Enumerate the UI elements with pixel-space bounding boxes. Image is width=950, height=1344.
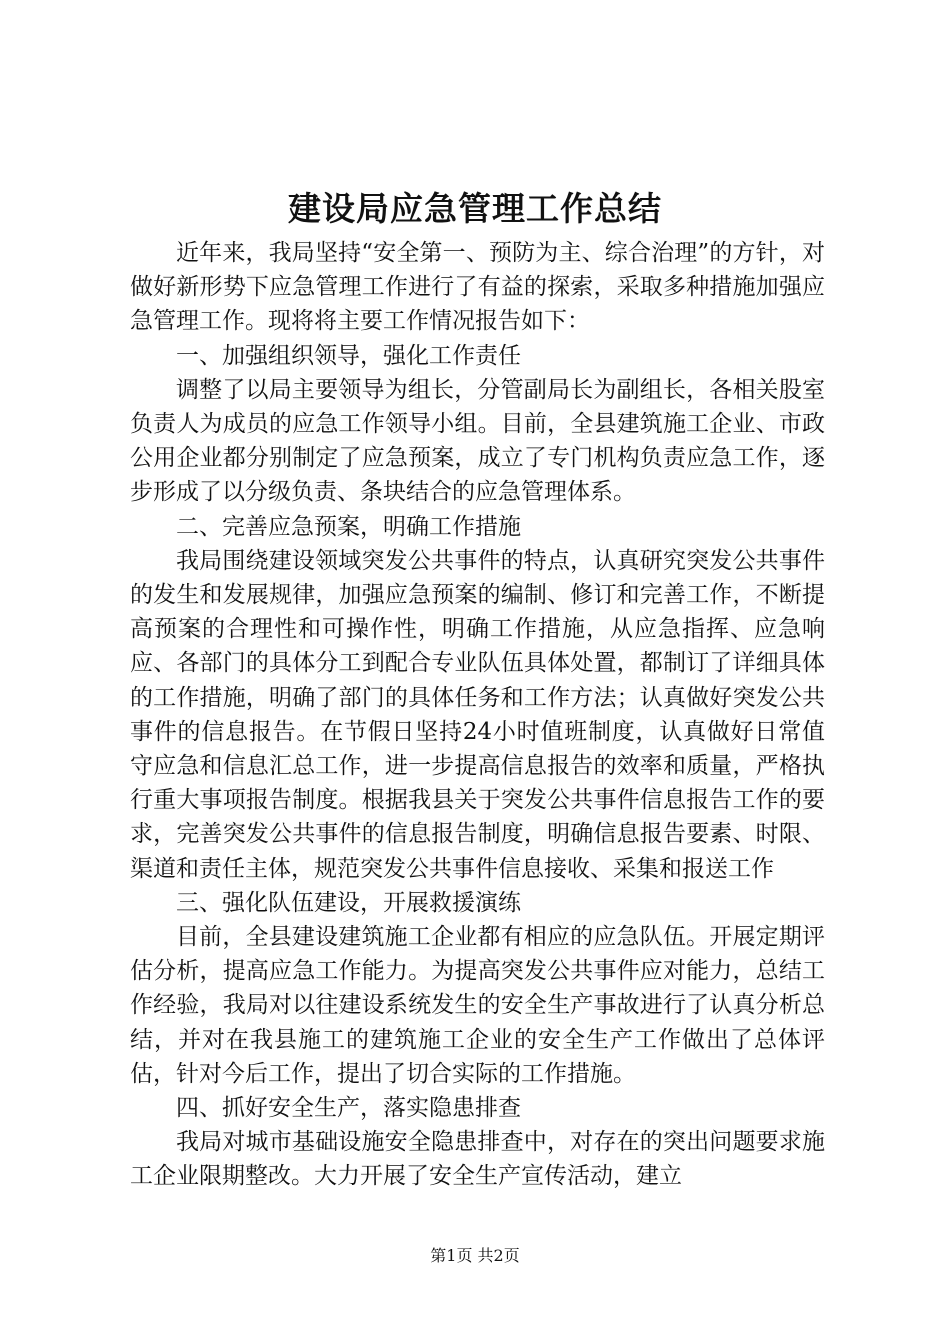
section-heading-2: 二、完善应急预案，明确工作措施 <box>176 513 521 540</box>
section-paragraph-3: 目前，全县建设建筑施工企业都有相应的应急队伍。开展定期评估分析，提高应急工作能力。为提高突发公共事件应对能力，总结工作经验，我局对以往建设系统发生的安全生产事故进行了认真分析总结，并对在我县施工的建筑施工企业的安全生产工作做出了总体评估，针对今后工作，提出了切合实际的工作措施。 <box>130 924 825 1087</box>
section-paragraph-4: 我局对城市基础设施安全隐患排查中，对存在的突出问题要求施工企业限期整改。大力开展了安全生产宣传活动，建立 <box>130 1129 825 1190</box>
page-number: 第1页 共2页 <box>430 1246 520 1265</box>
section-heading-1: 一、加强组织领导，强化工作责任 <box>176 342 521 369</box>
section-heading-4: 四、抓好安全生产，落实隐患排查 <box>176 1095 521 1122</box>
section-paragraph-1: 调整了以局主要领导为组长，分管副局长为副组长，各相关股室负责人为成员的应急工作领导小组。目前，全县建筑施工企业、市政公用企业都分别制定了应急预案，成立了专门机构负责应急工作，逐步形成了以分级负责、条块结合的应急管理体系。 <box>130 376 825 506</box>
section-paragraph-2: 我局围绕建设领域突发公共事件的特点，认真研究突发公共事件的发生和发展规律，加强应急预案的编制、修订和完善工作，不断提高预案的合理性和可操作性，明确工作措施，从应急指挥、应急响应、各部门的具体分工到配合专业队伍具体处置，都制订了详细具体的工作措施，明确了部门的具体任务和工作方法；认真做好突发公共事件的信息报告。在节假日坚持24小时值班制度，认真做好日常值守应急和信息汇总工作，进一步提高信息报告的效率和质量，严格执行重大事项报告制度。根据我县关于突发公共事件信息报告工作的要求，完善突发公共事件的信息报告制度，明确信息报告要素、时限、渠道和责任主体，规范突发公共事件信息接收、采集和报送工作 <box>130 547 825 882</box>
intro-paragraph: 近年来，我局坚持“安全第一、预防为主、综合治理”的方针，对做好新形势下应急管理工作进行了有益的探索，采取多种措施加强应急管理工作。现将将主要工作情况报告如下： <box>130 240 825 335</box>
document-body <box>130 236 825 1194</box>
section-heading-3: 三、强化队伍建设，开展救援演练 <box>176 889 521 916</box>
document-title: 建设局应急管理工作总结 <box>288 189 662 228</box>
